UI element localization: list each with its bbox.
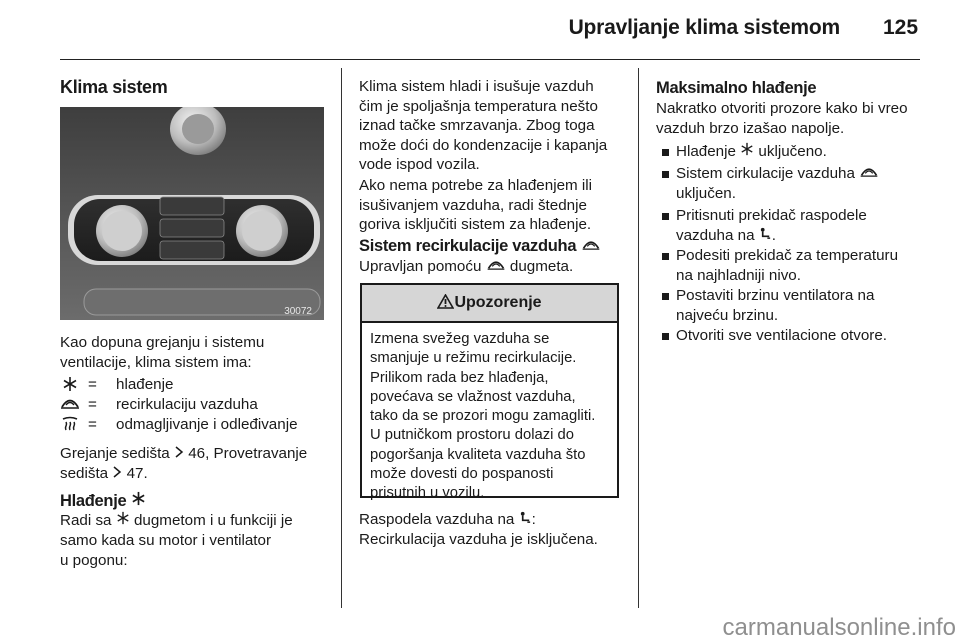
snowflake-icon bbox=[740, 142, 754, 162]
max-cooling-intro-2: vazduh brzo izašao napolje. bbox=[656, 120, 845, 137]
cooling-line-2: samo kada su motor i ventilator bbox=[60, 532, 272, 549]
air-distribution-footwell-icon bbox=[519, 510, 532, 530]
intro-line-2: ventilacije, klima sistem ima: bbox=[60, 354, 252, 371]
bullet-icon bbox=[662, 149, 669, 156]
column-divider-2 bbox=[638, 68, 639, 608]
bullet-icon bbox=[662, 171, 669, 178]
snowflake-icon bbox=[116, 511, 130, 531]
page-number: 125 bbox=[883, 16, 919, 39]
column-divider-1 bbox=[341, 68, 342, 608]
recirculation-icon bbox=[859, 164, 879, 184]
page-reference-arrow-icon bbox=[174, 444, 184, 464]
intro-line-1: Kao dopuna grejanju i sistemu bbox=[60, 334, 265, 351]
page-header-title: Upravljanje klima sistemom bbox=[568, 16, 840, 39]
warning-text: Izmena svežeg vazduha se smanjuje u režimu recirkulacije. Prilikom rada bez hlađenja, povećava se vlažnost vazduha, tako da se prozori mogu zamagliti. U putničkom prostoru dolazi do pogoršanja kvaliteta vazduha što može dovesti do pospanosti prisutnih u vozilu. bbox=[370, 331, 596, 502]
bullet-icon bbox=[662, 253, 669, 260]
seat-reference-line-2: sedišta 47. bbox=[60, 465, 148, 482]
defrost-icon bbox=[60, 416, 80, 436]
recirculation-icon bbox=[581, 237, 601, 256]
recirculation-off-line: Recirkulacija vazduha je isključena. bbox=[359, 531, 598, 548]
watermark: carmanualsonline.info bbox=[722, 614, 956, 641]
warning-box bbox=[360, 283, 619, 502]
bullet-icon bbox=[662, 333, 669, 340]
air-distribution-footwell-icon bbox=[759, 226, 772, 246]
bullet-icon bbox=[662, 213, 669, 220]
section-heading-recirculation: Sistem recirkulacije vazduha bbox=[359, 237, 601, 256]
recirculation-control-line: Upravljan pomoću dugmeta. bbox=[359, 258, 574, 275]
cooling-line-1: Radi sa dugmetom i u funkciji je bbox=[60, 512, 293, 529]
max-cooling-intro-1: Nakratko otvoriti prozore kako bi vreo bbox=[656, 100, 908, 117]
section-heading-klima-sistem: Klima sistem bbox=[60, 77, 168, 97]
warning-triangle-icon bbox=[437, 287, 454, 323]
warning-header: Upozorenje bbox=[362, 285, 617, 323]
section-heading-max-cooling: Maksimalno hlađenje bbox=[656, 79, 817, 97]
snowflake-icon bbox=[131, 491, 146, 511]
header-divider bbox=[60, 59, 920, 60]
photo-id-label: 30072 bbox=[284, 306, 312, 317]
paragraph-fuel-saving: Ako nema potrebe za hlađenjem ili isušivanjem vazduha, radi štednje goriva isključiti sistem za hlađenje. bbox=[359, 177, 593, 234]
seat-reference-line-1: Grejanje sedišta 46, Provetravanje bbox=[60, 445, 308, 462]
recirculation-icon bbox=[486, 257, 506, 277]
recirculation-icon bbox=[60, 396, 80, 414]
climate-control-panel-photo bbox=[60, 107, 324, 320]
cooling-line-3: u pogonu: bbox=[60, 552, 128, 569]
bullet-icon bbox=[662, 293, 669, 300]
snowflake-icon bbox=[60, 376, 80, 396]
air-distribution-line: Raspodela vazduha na : bbox=[359, 511, 536, 528]
section-heading-hladjenje: Hlađenje bbox=[60, 491, 146, 511]
page-reference-arrow-icon bbox=[112, 464, 122, 484]
paragraph-cooling-description: Klima sistem hladi i isušuje vazduh čim je spoljašnja temperatura nešto iznad tačke smrzavanja. Zbog toga može doći do kondenzacije i kapanja vode ispod vozila. bbox=[359, 78, 608, 174]
